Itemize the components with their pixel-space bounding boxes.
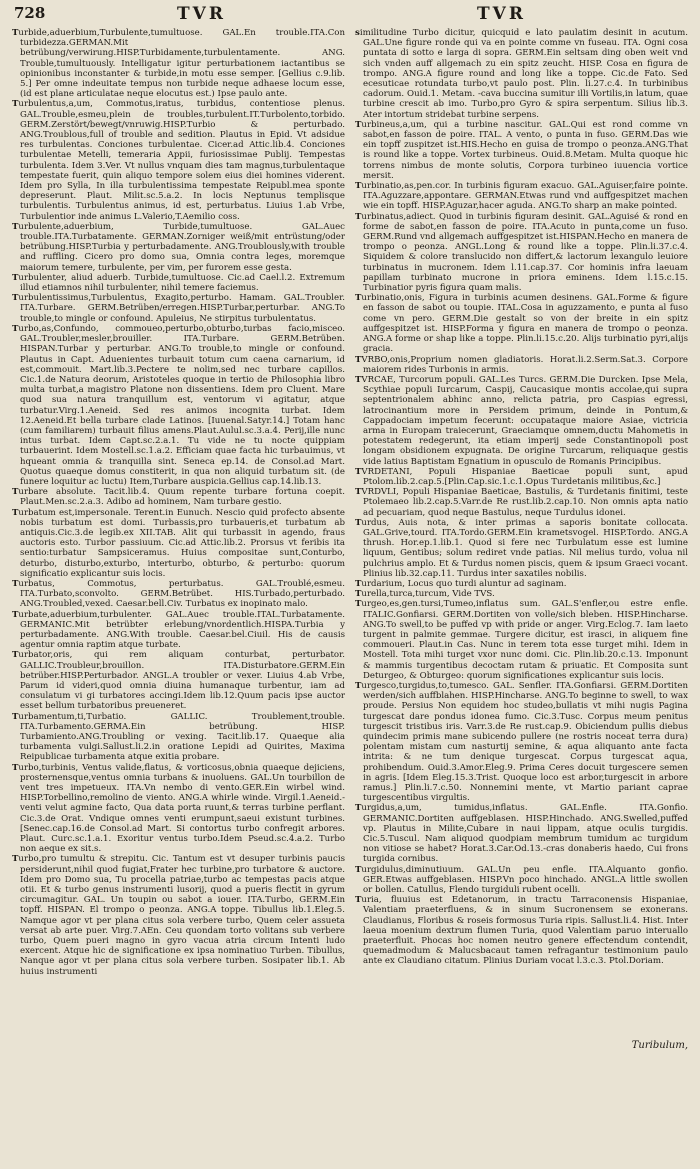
dictionary-entry: Turbinatio,as,pen.cor. In turbinis figuram exacuo. GAL.Aguiser,faire pointe. ITA.Aguzzare,appontare. GERMAN.Etwas rund vnd auffgespitzet machen wie ein topff. HISP.Aguzar,hacer aguda. ANG.To sharp an make pointed. (355, 181, 688, 212)
dictionary-entry: Turbo,pro tumultu & strepitu. Cic. Tantum est vt desuper turbinis paucis persiderunt,nihil quod fugiat,Frater hec turbine,pro turbatore & auctore. Idem pro Domo sua, Tu procella patriae,turbo ac tempestas pacis atque otii. Et & turbo genus instrumenti lusorij, quod a pueris flectit in gyrum circumagitur. GAL. Un toupin ou sabot a iouer. ITA.Turbo, GERM.Ein topff. HISPAN. El trompo o peonza. ANG.A toppe. Tibullus lib.1.Eleg.5. Namque agor vt per plana citus sola verbere turbo, Quem celer assueta versat ab arte puer. Virg.7.AEn. Ceu quondam torto volitans sub verbere turbo, Quem pueri magno in gyro vacua atria circum Intenti ludo exercent. Atque hic de significatione ex ipsa nominatiuo Turben. Tibullus, Nanque agor vt per plana citus sola verbere turben. Sosipater lib.1. Ab huius instrumenti (12, 854, 345, 977)
dictionary-entry: Turgeo,es,gen.tursi,Tumeo,inflatus sum. GAL.S'enfler,ou estre enfle. ITALIC.Gonfiarsi. GERM.Dortiten von volle/sich bleben. HISP.Hincharse. ANG.To swell,to be puffed vp with pride or anger. Virg.Eclog.7. Iam laeto turgent in palmite gemmae. Turgere dicitur, est irasci, in aliquem fine commoueri. Plaut.in Cas. Nunc in terem tota esse turget mihi. Idem in Mostell. Tota mihi turget vxor nunc domi. Cic. Plin.lib.20.c.13. Imponunt & mammis turgentibus decoctam rutam & priuatic. Et Composita sunt Deturgeo, & Obturgeo: quorum significationes explicantur suis locis. (355, 599, 688, 681)
dictionary-entry: Turbinatus,adiect. Quod in turbinis figuram desinit. GAL.Aguisé & rond en forme de sabot,en fasson de poire. ITA.Acuto in punta,come un fuso. GERM.Rund vnd allgemach auffgespitzet ist.HISPAN.Hecho en manera de trompo o peonza. ANGL.Long & round like a toppe. Plin.li.37.c.4. Siquidem & colore translucido non differt,& lactorum lexangulo leuiore turbinatus in mucronem. Idem l.11.cap.37. Cor hominis infra laeuam papillam turbinato mucrone in priora eminens. Idem l.15.c.15. Turbinatior pyris figura quam malis. (355, 211, 688, 294)
dictionary-entry: Turbo,turbinis, Ventus valide,flatus, & vorticosus,obnia quaeque dejiciens, prosternensque,ventus omnia turbans & inuoluens. GAL.Un tourbillon de vent tres impetueux. ITA.Vn nembo di vento.GER.Ein wirbel wind. HISP.Torbellino,remolino de viento. ANG.A whirle winde. Virgil.1.Aeneid.-venti velut agmine facto, Qua data porta ruunt,& terras turbine perflant. Cic.3.de Orat. Vndique omnes venti erumpunt,saeui existunt turbines.[Senec.cap.16.de Consol.ad Mart. Si contortus turbo confregit arbores. Plaut. Curc.sc.1.a.1. Exoritur ventus turbo.Idem Pseud.sc.4.a.2. Turbo non aeque ex sit.s. (12, 762, 345, 855)
dictionary-entry: Turbate,aduerbium,turbulenter. GAL.Auec trouble.ITAL.Turbatamente. GERMANIC.Mit betrübter erlebung/vnordentlich.HISPA.Turbia y perturbadamente. ANG.With trouble. Caesar.bel.Ciuil. His de causis agentur omnia raptim atque turbate. (12, 609, 345, 651)
page-number: 728 (14, 4, 46, 22)
dictionary-entry: Turbamentum,ti,Turbatio. GALLIC. Troublement,trouble. ITA.Turbamento.GERMA.Ein betrübung. HISP. Turbamiento.ANG.Troubling or vexing. Tacit.lib.17. Quaeque alia turbamenta vulgi.Sallust.li.2.in oratione Lepidi ad Quirites, Maxima Reipublicae turbamenta atque exitia probare. (12, 711, 345, 763)
page-header (12, 4, 688, 28)
catchword: Turibulum, (631, 1039, 688, 1051)
dictionary-entry: Turbinatio,onis, Figura in turbinis acumen desinens. GAL.Forme & figure en fasson de sabot ou toupie. ITAL.Cosa in aguzzamento, e punta al fuso come vn pero. GERM.Die gestalt so von der breite in ein spitz auffgespitzet ist. HISP.Forma y figura en manera de trompo o peonza. ANG.A forme or shap like a toppe. Plin.li.15.c.20. Alijs turbinatio pyri,alijs gracia. (355, 293, 688, 355)
dictionary-entry: Turbineus,a,um, qui a turbine nascitur. GAL.Qui est rond comme vn sabot,en fasson de poire. ITAL. A vento, o punta in fuso. GERM.Das wie ein topff zuspitzet ist.HIS.Hecho en guisa de trompo o peonza.ANG.That is round like a toppe. Vortex turbineus. Ouid.8.Metam. Multa quoque hic torrens nimbus de monte solutis, Corpora turbineo iuuencia vortice mersit. (355, 119, 688, 181)
dictionary-entry: Turella,turca,turcum, Vide TVS. (355, 589, 495, 600)
dictionary-entry: TVRBO,onis,Proprium nomen gladiatoris. Horat.li.2.Serm.Sat.3. Corpore maiorem rides Turbonis in armis. (355, 354, 688, 375)
dictionary-entry: Turdus, Auis nota, & inter primas a saporis bonitate collocata. GAL.Grive,tourd. ITA.Tordo.GERM.Ein krametsvogel. HISP.Tordo. ANG.A thrush. Hor.ep.1.lib.1. Quod si fere nec Turbulatum esse est lumine liquum, Gentibus; solum rediret vnde patias. Nil melius turdo, volua nil pulchrius amplo. Et & Turdus nomen piscis, quem & ipsum Graeci vocant. Plinius lib.32.cap.11. Turdus inter saxatiles nobilis. (355, 517, 688, 579)
dictionary-entry: Turbo,as,Confundo, commoueo,perturbo,obturbo,turbas facio,misceo. GAL.Troubler,mesler,brouiller. ITA.Turbare. GERM.Betrüben. HISPAN.Turbar y perturbar. ANG.To trouble,to mingle or confound. Plautus in Capt. Aduenientes turbauit totum cum caena carnarium, id est,commouit. Mart.lib.3.Pectere te nolim,sed nec turbare capillos. Cic.1.de Natura deorum, Aristoteles quoque in tertio de Philosophia libro multa turbat,a magistro Platone non dissentiens. Idem pro Cluent. Mare quod sua natura tranquillum est, ventorum vi agitatur, atque turbatur.Virg.1.Aeneid. Sed res animos incognita turbat. Idem 12.Aeneid.Et bella turbare clade Latinos. [Iuuenal.Satyr.14.] Totam hanc (cum familiarem) turbauit filius amens.Plaut.Aulul.sc.3.a.4. Perij,ille nunc intus turbat. Idem Capt.sc.2.a.1. Tu vide ne tu nocte quippiam turbauerint. Idem Mostell.sc.1.a.2. Efficiam quae facta hic turbauimus, vt hqueant omnia & tranquilla sint. Seneca ep.14. de Consol.ad Mart. Quotus quaeque domus constiterit, in qua non aliquid turbatum sit. (de funere loquitur ac luctu) Item,Turbare auspicia.Gellius cap.14.lib.13. (12, 323, 345, 487)
left-column (12, 28, 345, 1156)
dictionary-entry: TVRCAE, Turcorum populi. GAL.Les Turcs. GERM.Die Durcken. Ipse Mela, Scythiae populi Iurcarum, Caspij, Caucasique montis accolae,qui supra septentrionalem abhinc anno, relicta patria, pro Caspias egressi, latrocinantium more in Persidem primum, deinde in Pontum,& Cappadociam impetum fecerunt: occupataque maiore Asiae, victricia arma in Europam traiecerunt, Graeciamque omnem,ductu Mahometis in potestatem redegerunt, ita etiam imperij sede Constantinopoli post longam obsidionem expugnata. De origine Turcarum, reliquaque gestis vide latius Baptistam Egnatium in opusculo de Romanis Principibus. (355, 374, 688, 467)
running-head-left: TVR (177, 4, 226, 24)
dictionary-entry: TVRDETANI, Populi Hispaniae Baeticae populi sunt, apud Ptolom.lib.2.cap.5.[Plin.Cap.sic.1.c.1.Opus Turdetanis militibus,&c.] (355, 466, 688, 487)
dictionary-entry: Turbatum est,impersonale. Terent.in Eunuch. Nescio quid profecto absente nobis turbatum est domi. Turbassis,pro turbaueris,et turbatum ab antiquis.Cic.3.de legib.ex XII.TAB. Alit qui turbassit in agendo, fraus auctoris esto. Turbor passiuum. Cic.ad Attic.lib.2. Prorsus vt feribis ita sentio:turbatur Sampsiceramus. Huius compositae sunt,Conturbo, deturbo, disturbo,exturbo, interturbo, obturbo, & perturbo: quorum significatio explicantur suis locis. (12, 507, 345, 579)
dictionary-entry: Turbulente,aduerbium, Turbide,tumultuose. GAL.Auec trouble.ITA.Turbatamente. GERMAN.Zorniger weiß/mit entrüstung/oder betrübung.HISP.Turbia y perturbadamente. ANG.Troublously,with trouble and ruffling. Cicero pro domo sua, Omnia contra leges, moremque maiorum temere, turbulente, per vim, per furorem esse gesta. (12, 221, 345, 273)
dictionary-entry: Turbulenter, aliud aduerb. Turbide,tumultuose. Cic.ad Cael.l.2. Extremum illud etiamnos nihil turbulenter, nihil temere faciemus. (12, 272, 345, 294)
dictionary-entry: Turgesco,turgidus,to,tumesco. GAL. Senfler. ITA.Gonfiarsi. GERM.Dortiten werden/sich auffblahen. HISP.Hincharse. ANG.To beginne to swell, to wax proude. Persius Non equidem hoc studeo,bullatis vt mihi nugis Pagina turgescat dare pondus idonea fumo. Cic.3.Tusc. Corpus meum penitus turgescit tristibus iris. Varr.3.de Re rust.cap.9. Obiciendum pullis diebus quindecim primis mane subicendo pullere (ne rostris noceat terra dura) polentam mistam cum nasturtij semine, & aqua aliquanto ante facta intrita: & ne tum denique turgescat. Corpus turgescat aqua, prohibendum. Ouid.3.Amor.Eleg.9. Prima Ceres docuit turgescere semen in agris. [Idem Eleg.15.3.Trist. Quoque loco est arbor,turgescit in arbore ramus.] Plin.li.7.c.50. Nonnemini mente, vt Martio pariant caprae turgescentibus virgultis. (355, 681, 688, 804)
dictionary-entry: Turbator,oris, qui rem aliquam conturbat, perturbator. GALLIC.Troubleur,brouillon. ITA.Disturbatore.GERM.Ein betrüber.HISP.Perturbador. ANGL.A troubler or vexer. Liuius 4.ab Vrbe, Parum id videri,quod omnia diuina humanaque turbentur, iam ad consulatum vi gi turbatores accingi.Idem lib.12.Quum pacis ipse auctor esset bellum turbatoribus preueneret. (12, 650, 345, 712)
dictionary-entry: Turgidus,a,um, tumidus,inflatus. GAL.Enfle. ITA.Gonfio. GERMANIC.Dortiten auffgeblasen. HISP.Hinchado. ANG.Swelled,puffed vp. Plautus in Milite,Cubare in naui lippam, atque oculis turgidis. Cic.5.Tuscul. Nam aliquod quodpiam membrum tumidum ac turgidum non vitiose se habet? Horat.3.Car.Od.13.-cras donaberis haedo, Cui frons turgida cornibus. (355, 803, 688, 865)
right-column (355, 28, 688, 1156)
column-end-space (355, 967, 688, 1037)
dictionary-entry: Turia, fluuius est Edetanorum, in tractu Tarraconensis Hispaniae, Valentiam praeterfluens, & in sinum Sucronensem se exonerans. Claudianus, Floribus & roseis formosus Turia ripis. Sallust.li.4. Hist. Inter laeua moenium dextrum flumen Turia, quod Valentiam paruo interuallo praeterfluit. Phocas hoc nomen neutro genere effectendum contendit, quemadmodum & Malucsbacaut tamen refragantur testimonium paulo ante ex Claudiano citatum. Plinius Duriam vocat l.3.c.3. Ptol.Doriam. (355, 895, 688, 967)
dictionary-entry: Turbare absolute. Tacit.lib.4. Quum repente turbare fortuna coepit. Plaut.Men.sc.2.a.3. Adibo ad hominem, Nam turbare gestio. (12, 487, 345, 508)
dictionary-entry: TVRDVLI, Populi Hispaniae Baeticae, Bastulis, & Turdetanis finitimi, teste Ptolemaeo lib.2.cap.5.Varr.de Re rust.lib.2.cap.10. Non omnis apta natio ad pecuariam, quod neque Bastulus, neque Turdulus idonei. (355, 487, 688, 518)
running-head-right: TVR (477, 4, 526, 24)
dictionary-entry: Turbulentus,a,um, Commotus,iratus, turbidus, contentiose plenus. GAL.Trouble,esmeu,plein de troubles,turbulent.IT.Turbolento,torbido. GERM.Zerstört/bewegt/vnruwig.HISP.Turbio & perturbado. ANG.Troublous,full of trouble and sedition. Plautus in Epid. Vt adsidue res turbulentas. Conciones turbulentae. Cicer.ad Attic.lib.4. Conciones turbulentae Metelli, temeraria Appii, furiosissimae Publij. Tempestas turbulenta. Idem 3.Ver. Vt nullus vnquam dies tam magnus,turbulentaque tempestate fuerit, quin aliquo tempore solem eius diei homines viderent. Idem pro Sylla, In illa turbulentissima tempestate Reipubl.mea sponte depreserunt. Plaut. Milit.sc.5.a.2. In locis Neptunus templisque turbulentis. Turbulentus animus, id est, perturbatus. Liuius 1.ab Vrbe, Turbulentior inde animus L.Valerio,T.Aemilio coss. (12, 99, 345, 222)
dictionary-entry: similitudine Turbo dicitur, quicquid e lato paulatim desinit in acutum. GAL.Une figure ronde qui va en pointe comme vn fuseau. ITA. Ogni cosa puntata di sotto e larga di sopra. GERM.Ein seltsam ding oben weit vnd sich vnden auff allgemach zu ein spitz zeucht. HISP. Cosa en figura de trompo. ANG.A figure round and long like a toppe. Cic.de Fato. Sed ecesuticae rotundata turbo,vt paulo post. Plin. li.27.c.4. In turbinibus cadorum. Ouid.1. Metam. -cava buccina sumitur illi Vortilis,in latum, quae turbine crescit ab imo. Turbo,pro Gyro & spira serpentum. Silius lib.3. Ater intortum stridebat turbine serpens. (355, 28, 688, 120)
dictionary-entry: Turbatus, Commotus, perturbatus. GAL.Troublé,esmeu. ITA.Turbato,sconvolto. GERM.Betrübet. HIS.Turbado,perturbado. ANG.Troubled,vexed. Caesar.bell.Civ. Turbatus ex inopinato malo. (12, 578, 345, 610)
dictionary-entry: Turdarium, Locus quo turdi aluntur ad saginam. (355, 578, 567, 589)
text-columns (12, 28, 688, 1156)
dictionary-entry: Turbide,aduerbium,Turbulente,tumultuose. GAL.En trouble.ITA.Con turbidezza.GERMAN.Mit betrübung/verwirung.HISP.Turbidamente,turbulentamente. ANG. Trouble,tumultuously. Intelligatur igitur perturbationem iactantibus se opinionibus inconstanter & turbide,in motu esse semper. [Gellius c.9.lib. 5.] Per omne indeuitate tempus non turbide neque adhaese locum esse, (id est plane articulatae neque elocutus est.) Ipse paulo ante. (12, 28, 345, 100)
right-column-entries (355, 28, 688, 967)
dictionary-entry: Turbulentissimus,Turbulentus, Exagito,perturbo. Hamam. GAL.Troubler. ITA.Turbare. GERM.Betrüben/erregen.HISP.Turbar,perturbar. ANG.To trouble,to mingle or confound. Apuleius, Ne stirpitus turbulentatus. (12, 293, 345, 324)
dictionary-entry: Turgidulus,diminutiuum. GAL.Un peu enfle. ITA.Alquanto gonfio. GER.Etwas auffgeblasen. HISP.Vn poco hinchado. ANGL.A little swollen or bollen. Catullus, Flendo turgiduli rubent ocelli. (355, 864, 688, 896)
